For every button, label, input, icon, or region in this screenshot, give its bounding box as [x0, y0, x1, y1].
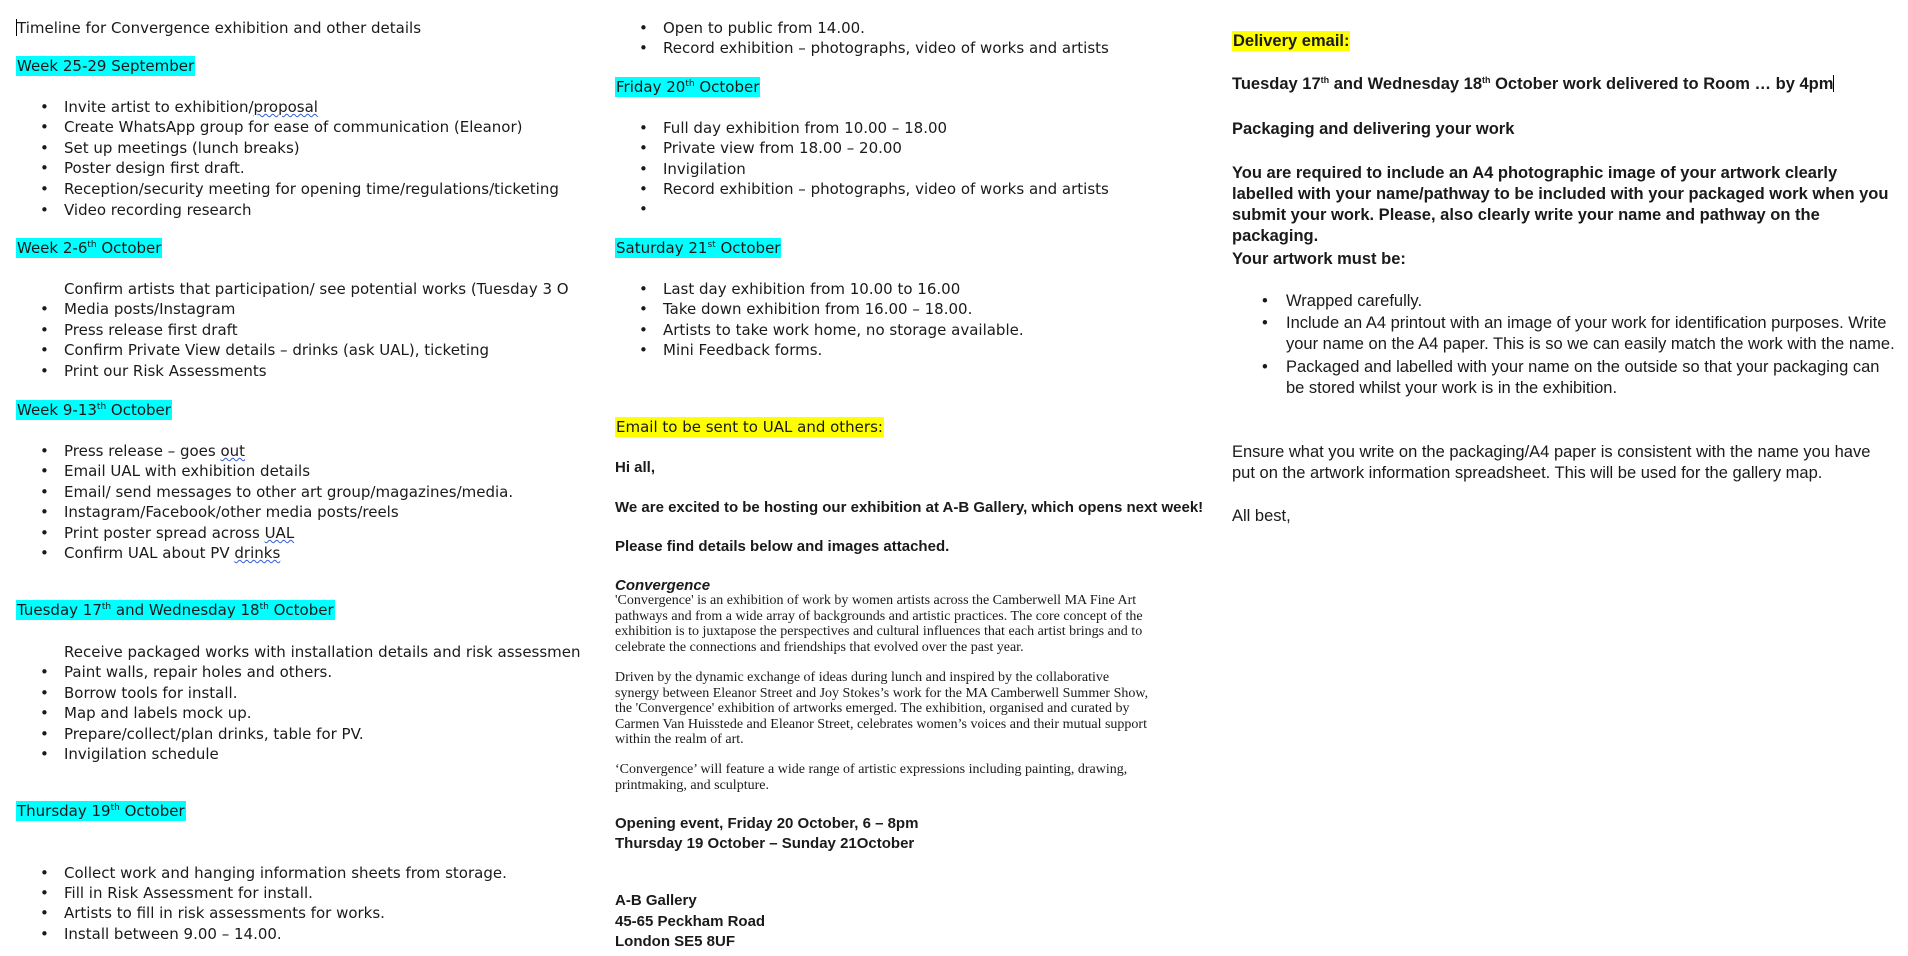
list-item: • Prepare/collect/plan drinks, table for PV. [64, 725, 364, 744]
list-item: • Record exhibition – photographs, video of works and artists [663, 39, 1109, 58]
list-item: • Invigilation schedule [64, 745, 219, 764]
list-item: • Media posts/Instagram [64, 300, 235, 319]
email-find-details: Please find details below and images attached. [615, 538, 950, 555]
list-item: • Poster design first draft. [64, 159, 245, 178]
spellcheck-underline[interactable]: UAL [264, 524, 295, 542]
convergence-paragraph-1: 'Convergence' is an exhibition of work by women artists across the Camberwell MA Fine Art pathways and from a wide array of backgrounds and artistic practices. The core concept of the exhibition is to juxtapose the perspectives and cultural influences that each artist brings and to celebrate the connections and friendships that evolved over the past year. [615, 593, 1143, 655]
email-excited: We are excited to be hosting our exhibition at A-B Gallery, which opens next week! [615, 499, 1204, 516]
list-item: • Open to public from 14.00. [663, 19, 865, 38]
list-item: • Instagram/Facebook/other media posts/reels [64, 503, 399, 522]
list-item: • Borrow tools for install. [64, 684, 237, 703]
list-item: • Full day exhibition from 10.00 – 18.00 [663, 119, 947, 138]
convergence-title: Convergence [615, 577, 711, 594]
heading-tue-wed-october: Tuesday 17th and Wednesday 18th October [17, 601, 334, 619]
delivery-dates[interactable]: Tuesday 17th and Wednesday 18th October work delivered to Room … by 4pm [1232, 75, 1834, 93]
list-item: • Print poster spread across UAL [64, 524, 294, 543]
list-item: • Email UAL with exhibition details [64, 462, 310, 481]
convergence-paragraph-3: ‘Convergence’ will feature a wide range of artistic expressions including painting, drawing, printmaking, and sculpture. [615, 762, 1128, 793]
list-item: • Record exhibition – photographs, video of works and artists [663, 180, 1109, 199]
gallery-name: A-B Gallery [615, 892, 697, 909]
list-item: • Paint walls, repair holes and others. [64, 663, 332, 682]
list-item: • Take down exhibition from 16.00 – 18.00. [663, 300, 972, 319]
list-item: • Include an A4 printout with an image of your work for identification purposes. Write your name on the A4 paper. This is so we can easily match the work with the name. [1286, 313, 1898, 355]
gallery-street: 45-65 Peckham Road [615, 913, 766, 930]
list-item: • Map and labels mock up. [64, 704, 252, 723]
list-item: • Mini Feedback forms. [663, 341, 822, 360]
list-item: • Receive packaged works with installation details and risk assessmen [64, 643, 586, 662]
list-item: • Confirm artists that participation/ see potential works (Tuesday 3 O [64, 280, 586, 299]
spellcheck-underline[interactable]: out [220, 442, 246, 460]
artwork-must-be: Your artwork must be: [1232, 250, 1406, 268]
packaging-heading: Packaging and delivering your work [1232, 120, 1515, 138]
delivery-heading: Delivery email: [1233, 32, 1350, 50]
document-title[interactable]: Timeline for Convergence exhibition and other details [17, 19, 422, 37]
list-item: • Press release first draft [64, 321, 238, 340]
convergence-paragraph-2: Driven by the dynamic exchange of ideas during lunch and inspired by the collaborative synergy between Eleanor Street and Joy Stokes’s work for the MA Camberwell Summer Show, the 'Convergence' exhibition of artworks emerged. The exhibition, organised and curated by Carmen Van Huisstede and Eleanor Street, celebrates women’s voices and their mutual support within the realm of art. [615, 670, 1149, 747]
text-cursor [1833, 75, 1834, 92]
list-item: • Invigilation [663, 160, 746, 179]
opening-event: Opening event, Friday 20 October, 6 – 8pm [615, 815, 919, 832]
heading-week-25-29: Week 25-29 September [17, 57, 195, 75]
list-item: • Press release – goes out [64, 442, 245, 461]
list-item: • Wrapped carefully. [1286, 291, 1898, 312]
list-item: • Artists to fill in risk assessments for works. [64, 904, 385, 923]
ensure-paragraph: Ensure what you write on the packaging/A4 paper is consistent with the name you have put on the artwork information spreadsheet. This will be used for the gallery map. [1232, 443, 1871, 482]
exhibition-dates: Thursday 19 October – Sunday 21October [615, 835, 915, 852]
list-item: • Install between 9.00 – 14.00. [64, 925, 282, 944]
spellcheck-underline[interactable]: proposal [253, 98, 318, 116]
email-greeting: Hi all, [615, 459, 656, 476]
list-item: • Packaged and labelled with your name on the outside so that your packaging can be stored whilst your work is in the exhibition. [1286, 357, 1898, 399]
list-item: • Create WhatsApp group for ease of communication (Eleanor) [64, 118, 522, 137]
email-heading: Email to be sent to UAL and others: [616, 418, 883, 436]
list-item: • Private view from 18.00 – 20.00 [663, 139, 902, 158]
list-item: • Confirm UAL about PV drinks [64, 544, 280, 563]
heading-saturday-21: Saturday 21st October [616, 239, 781, 257]
list-item: • Email/ send messages to other art group/magazines/media. [64, 483, 513, 502]
list-item: • Artists to take work home, no storage available. [663, 321, 1024, 340]
heading-week-2-6: Week 2-6th October [17, 239, 162, 257]
list-item: • Print our Risk Assessments [64, 362, 267, 381]
list-item: • Video recording research [64, 201, 252, 220]
heading-thursday-19: Thursday 19th October [17, 802, 185, 820]
list-item: • Collect work and hanging information sheets from storage. [64, 864, 507, 883]
list-item: • Confirm Private View details – drinks (ask UAL), ticketing [64, 341, 489, 360]
required-paragraph: You are required to include an A4 photographic image of your artwork clearly labelled with your name/pathway to be included with your packaged work when you submit your work. Please, also clearly write your name and pathway on the packaging. [1232, 164, 1889, 245]
spellcheck-underline[interactable]: drinks [234, 544, 281, 562]
heading-week-9-13: Week 9-13th October [17, 401, 171, 419]
signoff: All best, [1232, 507, 1291, 525]
list-item: • Set up meetings (lunch breaks) [64, 139, 300, 158]
list-item: • Reception/security meeting for opening time/regulations/ticketing [64, 180, 559, 199]
list-item: • Fill in Risk Assessment for install. [64, 884, 313, 903]
gallery-city: London SE5 8UF [615, 933, 735, 950]
list-item: • Last day exhibition from 10.00 to 16.00 [663, 280, 960, 299]
heading-friday-20: Friday 20th October [616, 78, 760, 96]
list-item: • Invite artist to exhibition/proposal [64, 98, 318, 117]
